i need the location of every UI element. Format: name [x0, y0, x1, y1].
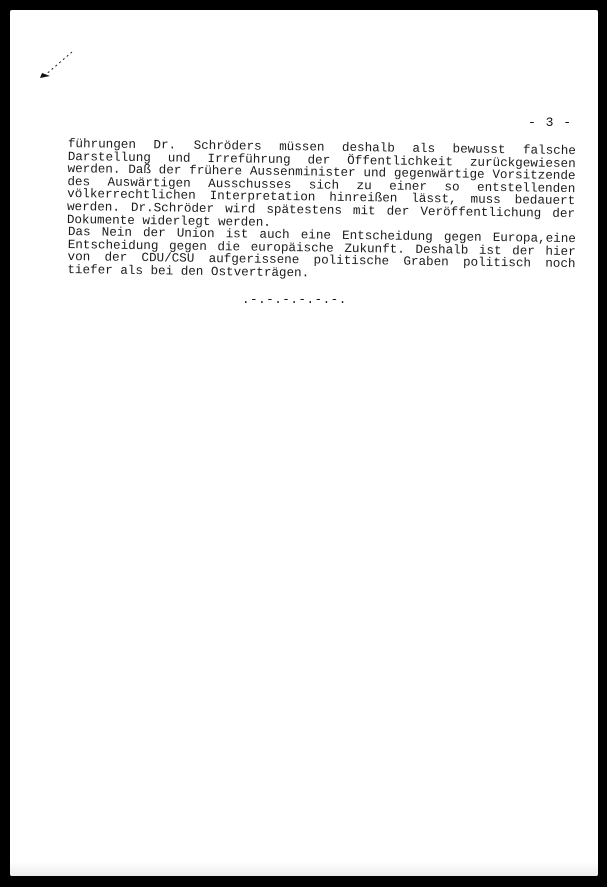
scan-edge: [10, 862, 598, 876]
pen-mark-icon: [38, 46, 78, 86]
document-page: [10, 10, 598, 876]
page-number: - 3 -: [528, 115, 573, 130]
paragraph-2: Das Nein der Union ist auch eine Entscheidung gegen Europa,eine Entscheidung gegen die europäische Zukunft. Deshalb ist der hier von der CDU/CSU aufgerissene politische Graben politisch noch tiefer als bei den Ostverträgen.: [67, 225, 576, 281]
end-separator: .-.-.-.-.-.-.: [242, 293, 347, 307]
paragraph-1: führungen Dr. Schröders müssen deshalb als bewusst falsche Darstellung und Irreführung der Öffentlichkeit zurückgewiesen werden. Daß der frühere Aussenminister und gegenwärtige Vorsitzende des Auswärtigen Ausschusses sich zu einer so entstellenden völkerrechtlichen Interpretation hinreißen lässt, muss bedauert werden. Dr.Schröder wird spätestens mit der Veröffentlichung der Dokumente widerlegt werden.: [66, 137, 576, 230]
